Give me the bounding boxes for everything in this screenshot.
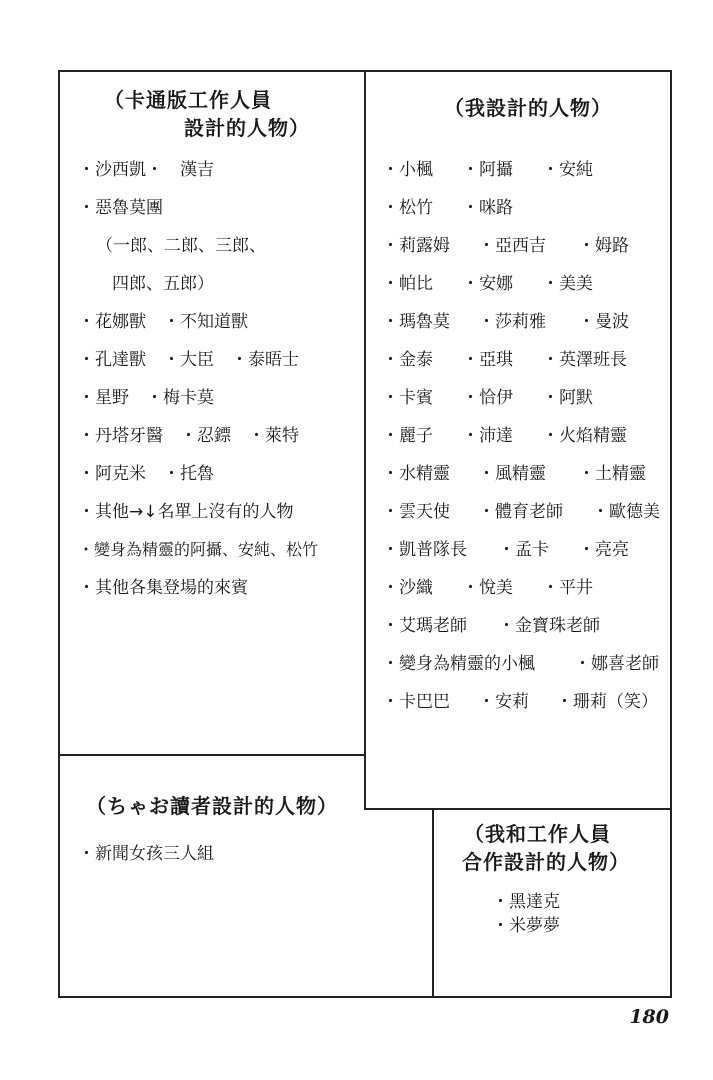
list-item: ・星野 ・梅卡莫 xyxy=(78,388,214,408)
list-item: ・花娜獸 ・不知道獸 xyxy=(78,312,248,332)
list-item: 四郎、五郎） xyxy=(112,274,214,294)
list-item: ・其他→↓名單上沒有的人物 xyxy=(78,502,294,522)
my-designs-box xyxy=(364,70,672,810)
list-item: ・安莉 xyxy=(478,692,529,712)
list-item: ・沛達 xyxy=(462,426,513,446)
joint-designs-heading-line1: （我和工作人員 xyxy=(464,822,611,846)
list-item: ・英澤班長 xyxy=(542,350,627,370)
list-item: ・安純 xyxy=(542,160,593,180)
list-item: ・亞琪 xyxy=(462,350,513,370)
cartoon-staff-box xyxy=(58,70,368,756)
list-item: ・黑達克 xyxy=(492,892,560,912)
joint-designs-heading-line2: 合作設計的人物） xyxy=(462,850,630,874)
list-item: ・變身為精靈的阿攝、安純、松竹 xyxy=(78,540,319,559)
cartoon-staff-heading-line1: （卡通版工作人員 xyxy=(104,88,272,112)
list-item: ・平井 xyxy=(542,578,593,598)
list-item: ・雲天使 xyxy=(382,502,450,522)
list-item: ・小楓 xyxy=(382,160,433,180)
list-item: ・艾瑪老師 xyxy=(382,616,467,636)
list-item: （一郎、二郎、三郎、 xyxy=(96,236,266,256)
cartoon-staff-heading-line2: 設計的人物） xyxy=(184,116,310,140)
list-item: ・珊莉（笑） xyxy=(556,692,658,712)
list-item: ・米夢夢 xyxy=(492,916,560,936)
list-item: ・土精靈 xyxy=(578,464,646,484)
list-item: ・亮亮 xyxy=(578,540,629,560)
list-item: ・阿默 xyxy=(542,388,593,408)
list-item: ・松竹 xyxy=(382,198,433,218)
my-designs-heading: （我設計的人物） xyxy=(444,96,612,120)
list-item: ・卡巴巴 xyxy=(382,692,450,712)
list-item: ・其他各集登場的來賓 xyxy=(78,578,248,598)
list-item: ・亞西吉 xyxy=(478,236,546,256)
list-item: ・曼波 xyxy=(578,312,629,332)
joint-designs-box xyxy=(432,808,672,998)
list-item: ・孟卡 xyxy=(498,540,549,560)
list-item: ・娜喜老師 xyxy=(574,654,659,674)
list-item: ・麗子 xyxy=(382,426,433,446)
list-item: ・孔達獸 ・大臣 ・泰晤士 xyxy=(78,350,299,370)
list-item: ・姆路 xyxy=(578,236,629,256)
list-item: ・惡魯莫團 xyxy=(78,198,163,218)
list-item: ・火焰精靈 xyxy=(542,426,627,446)
list-item: ・咪路 xyxy=(462,198,513,218)
list-item: ・丹塔牙醫 ・忍鏢 ・萊特 xyxy=(78,426,299,446)
list-item: ・美美 xyxy=(542,274,593,294)
list-item: ・金寶珠老師 xyxy=(498,616,600,636)
list-item: ・瑪魯莫 xyxy=(382,312,450,332)
list-item: ・水精靈 xyxy=(382,464,450,484)
list-item: ・莎莉雅 xyxy=(478,312,546,332)
list-item: ・安娜 xyxy=(462,274,513,294)
list-item: ・阿攝 xyxy=(462,160,513,180)
list-item: ・體育老師 xyxy=(478,502,563,522)
list-item: ・卡賓 xyxy=(382,388,433,408)
list-item: ・變身為精靈的小楓 xyxy=(382,654,535,674)
list-item: ・歐德美 xyxy=(592,502,660,522)
list-item: ・金泰 xyxy=(382,350,433,370)
list-item: ・悅美 xyxy=(462,578,513,598)
list-item: ・莉露姆 xyxy=(382,236,450,256)
list-item: ・沙西凱・ 漢吉 xyxy=(78,160,214,180)
page-number: 180 xyxy=(629,1006,669,1028)
list-item: ・風精靈 xyxy=(478,464,546,484)
reader-designs-heading: （ちゃお讀者設計的人物） xyxy=(86,794,338,818)
list-item: ・沙織 xyxy=(382,578,433,598)
list-item: ・新聞女孩三人組 xyxy=(78,844,214,864)
list-item: ・帕比 xyxy=(382,274,433,294)
list-item: ・凱普隊長 xyxy=(382,540,467,560)
list-item: ・恰伊 xyxy=(462,388,513,408)
list-item: ・阿克米 ・托魯 xyxy=(78,464,214,484)
